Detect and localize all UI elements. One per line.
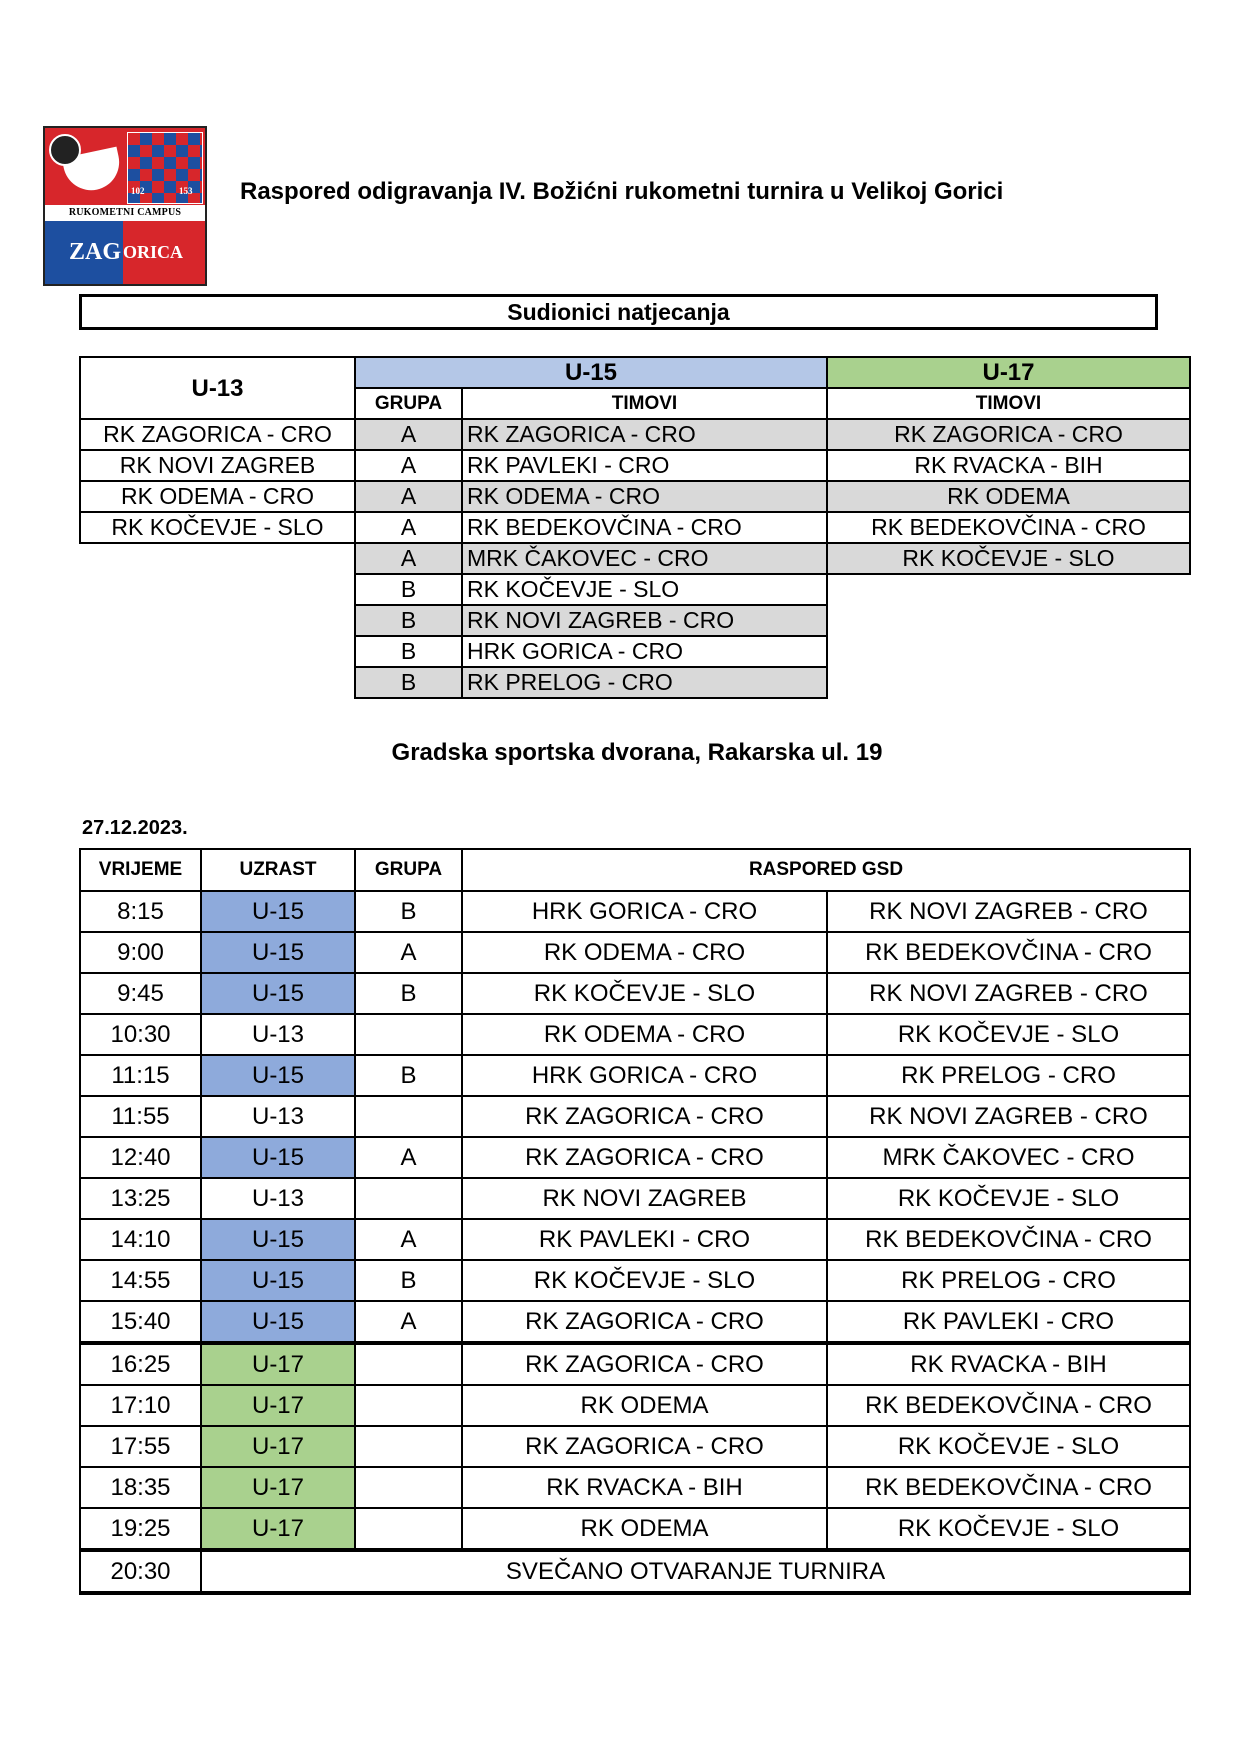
- match-home-team: RK ZAGORICA - CRO: [462, 1096, 827, 1137]
- schedule-row: [80, 1301, 1190, 1343]
- games-column-header: RASPORED GSD: [462, 849, 1190, 891]
- match-away-team: RK BEDEKOVČINA - CRO: [827, 1385, 1190, 1426]
- match-age-group: U-17: [201, 1508, 355, 1550]
- u15-team: MRK ČAKOVEC - CRO: [462, 543, 827, 574]
- match-home-team: RK ODEMA - CRO: [462, 932, 827, 973]
- empty-cell: [80, 605, 355, 636]
- match-time: 14:10: [80, 1219, 201, 1260]
- schedule-row: [80, 973, 1190, 1014]
- match-away-team: RK PRELOG - CRO: [827, 1055, 1190, 1096]
- match-group: B: [355, 1055, 462, 1096]
- empty-cell: [827, 574, 1190, 605]
- empty-cell: [80, 574, 355, 605]
- participants-row: [80, 450, 1190, 481]
- schedule-row: [80, 1178, 1190, 1219]
- u15-group: A: [355, 512, 462, 543]
- u15-group: B: [355, 636, 462, 667]
- match-age-group: U-15: [201, 1260, 355, 1301]
- u15-header: U-15: [355, 357, 827, 388]
- u15-group: B: [355, 574, 462, 605]
- match-group: B: [355, 891, 462, 932]
- match-home-team: HRK GORICA - CRO: [462, 1055, 827, 1096]
- match-age-group: U-15: [201, 1055, 355, 1096]
- match-time: 15:40: [80, 1301, 201, 1343]
- empty-cell: [827, 667, 1190, 698]
- u15-group: B: [355, 605, 462, 636]
- match-home-team: RK ZAGORICA - CRO: [462, 1301, 827, 1343]
- match-time: 8:15: [80, 891, 201, 932]
- match-group: A: [355, 1137, 462, 1178]
- match-away-team: MRK ČAKOVEC - CRO: [827, 1137, 1190, 1178]
- u15-team: HRK GORICA - CRO: [462, 636, 827, 667]
- age-column-header: UZRAST: [201, 849, 355, 891]
- match-group: [355, 1014, 462, 1055]
- u15-group-column-header: GRUPA: [355, 388, 462, 419]
- schedule-row: [80, 1137, 1190, 1178]
- match-group: [355, 1385, 462, 1426]
- venue-text: Gradska sportska dvorana, Rakarska ul. 19: [391, 739, 883, 766]
- club-logo: [43, 126, 207, 286]
- match-group: [355, 1426, 462, 1467]
- match-time: 16:25: [80, 1343, 201, 1385]
- u15-team: RK ZAGORICA - CRO: [462, 419, 827, 450]
- page-title: Raspored odigravanja IV. Božićni rukometni turnira u Velikoj Gorici: [240, 178, 1004, 205]
- schedule-row: [80, 1055, 1190, 1096]
- ceremony-text: SVEČANO OTVARANJE TURNIRA: [201, 1550, 1190, 1593]
- match-time: 9:00: [80, 932, 201, 973]
- match-time: 18:35: [80, 1467, 201, 1508]
- schedule-row: [80, 891, 1190, 932]
- match-age-group: U-13: [201, 1014, 355, 1055]
- participants-table: [79, 356, 1191, 699]
- match-group: [355, 1096, 462, 1137]
- participants-row: [80, 605, 1190, 636]
- match-group: [355, 1343, 462, 1385]
- participants-row: [80, 543, 1190, 574]
- match-age-group: U-15: [201, 891, 355, 932]
- match-age-group: U-15: [201, 932, 355, 973]
- match-away-team: RK KOČEVJE - SLO: [827, 1426, 1190, 1467]
- schedule-row: [80, 1260, 1190, 1301]
- empty-cell: [80, 636, 355, 667]
- match-home-team: RK NOVI ZAGREB: [462, 1178, 827, 1219]
- match-away-team: RK PAVLEKI - CRO: [827, 1301, 1190, 1343]
- match-time: 11:55: [80, 1096, 201, 1137]
- u15-group: A: [355, 543, 462, 574]
- match-group: A: [355, 932, 462, 973]
- match-age-group: U-15: [201, 1219, 355, 1260]
- match-home-team: RK ZAGORICA - CRO: [462, 1137, 827, 1178]
- match-home-team: RK ODEMA: [462, 1385, 827, 1426]
- participants-row: [80, 636, 1190, 667]
- match-group: [355, 1178, 462, 1219]
- u17-header: U-17: [827, 357, 1190, 388]
- match-time: 9:45: [80, 973, 201, 1014]
- match-time: 13:25: [80, 1178, 201, 1219]
- u15-group: A: [355, 481, 462, 512]
- match-group: A: [355, 1219, 462, 1260]
- u17-team: RK KOČEVJE - SLO: [827, 543, 1190, 574]
- match-away-team: RK BEDEKOVČINA - CRO: [827, 932, 1190, 973]
- u13-team: RK KOČEVJE - SLO: [80, 512, 355, 543]
- match-home-team: RK ZAGORICA - CRO: [462, 1343, 827, 1385]
- schedule-table: [79, 848, 1191, 1595]
- match-away-team: RK KOČEVJE - SLO: [827, 1178, 1190, 1219]
- match-age-group: U-15: [201, 1137, 355, 1178]
- u17-team: RK BEDEKOVČINA - CRO: [827, 512, 1190, 543]
- u17-team: RK ODEMA: [827, 481, 1190, 512]
- match-time: 17:10: [80, 1385, 201, 1426]
- participants-row: [80, 419, 1190, 450]
- match-away-team: RK RVACKA - BIH: [827, 1343, 1190, 1385]
- time-column-header: VRIJEME: [80, 849, 201, 891]
- logo-zag-text: ZAG: [45, 221, 123, 284]
- match-age-group: U-17: [201, 1385, 355, 1426]
- logo-number-right: 153: [179, 186, 193, 196]
- schedule-row: [80, 932, 1190, 973]
- ceremony-time: 20:30: [80, 1550, 201, 1593]
- participants-heading: Sudionici natjecanja: [79, 294, 1158, 330]
- match-home-team: RK ODEMA - CRO: [462, 1014, 827, 1055]
- match-away-team: RK KOČEVJE - SLO: [827, 1508, 1190, 1550]
- match-away-team: RK KOČEVJE - SLO: [827, 1014, 1190, 1055]
- u17-teams-column-header: TIMOVI: [827, 388, 1190, 419]
- u17-team: RK RVACKA - BIH: [827, 450, 1190, 481]
- match-age-group: U-17: [201, 1343, 355, 1385]
- match-home-team: RK PAVLEKI - CRO: [462, 1219, 827, 1260]
- match-time: 17:55: [80, 1426, 201, 1467]
- match-home-team: RK ODEMA: [462, 1508, 827, 1550]
- group-column-header: GRUPA: [355, 849, 462, 891]
- logo-gorica-text: ORICA: [123, 221, 205, 284]
- match-time: 10:30: [80, 1014, 201, 1055]
- opening-ceremony-row: [80, 1550, 1190, 1593]
- match-away-team: RK NOVI ZAGREB - CRO: [827, 891, 1190, 932]
- u15-team: RK PRELOG - CRO: [462, 667, 827, 698]
- participants-row: [80, 574, 1190, 605]
- empty-cell: [80, 667, 355, 698]
- u15-group: A: [355, 419, 462, 450]
- u15-team: RK KOČEVJE - SLO: [462, 574, 827, 605]
- empty-cell: [827, 636, 1190, 667]
- u17-team: RK ZAGORICA - CRO: [827, 419, 1190, 450]
- u13-team: RK ODEMA - CRO: [80, 481, 355, 512]
- u15-team: RK NOVI ZAGREB - CRO: [462, 605, 827, 636]
- match-age-group: U-13: [201, 1178, 355, 1219]
- match-away-team: RK PRELOG - CRO: [827, 1260, 1190, 1301]
- schedule-row: [80, 1467, 1190, 1508]
- match-group: A: [355, 1301, 462, 1343]
- match-age-group: U-17: [201, 1426, 355, 1467]
- u13-team: RK ZAGORICA - CRO: [80, 419, 355, 450]
- match-group: [355, 1508, 462, 1550]
- match-age-group: U-13: [201, 1096, 355, 1137]
- empty-cell: [827, 605, 1190, 636]
- schedule-date: 27.12.2023.: [82, 817, 188, 839]
- u15-team: RK ODEMA - CRO: [462, 481, 827, 512]
- logo-bottom: [45, 221, 205, 284]
- match-group: B: [355, 973, 462, 1014]
- u15-team: RK BEDEKOVČINA - CRO: [462, 512, 827, 543]
- logo-campus-text: RUKOMETNI CAMPUS: [45, 205, 205, 221]
- handball-icon: [49, 134, 81, 166]
- schedule-row: [80, 1385, 1190, 1426]
- match-time: 19:25: [80, 1508, 201, 1550]
- match-home-team: RK KOČEVJE - SLO: [462, 1260, 827, 1301]
- empty-cell: [80, 543, 355, 574]
- u13-header: U-13: [80, 357, 355, 419]
- schedule-row: [80, 1508, 1190, 1550]
- participants-row: [80, 481, 1190, 512]
- match-away-team: RK NOVI ZAGREB - CRO: [827, 973, 1190, 1014]
- schedule-row: [80, 1014, 1190, 1055]
- u13-team: RK NOVI ZAGREB: [80, 450, 355, 481]
- participants-row: [80, 512, 1190, 543]
- schedule-row: [80, 1219, 1190, 1260]
- match-away-team: RK NOVI ZAGREB - CRO: [827, 1096, 1190, 1137]
- u15-group: B: [355, 667, 462, 698]
- match-home-team: RK ZAGORICA - CRO: [462, 1426, 827, 1467]
- u15-group: A: [355, 450, 462, 481]
- match-home-team: HRK GORICA - CRO: [462, 891, 827, 932]
- match-home-team: RK RVACKA - BIH: [462, 1467, 827, 1508]
- match-group: [355, 1467, 462, 1508]
- match-home-team: RK KOČEVJE - SLO: [462, 973, 827, 1014]
- match-away-team: RK BEDEKOVČINA - CRO: [827, 1219, 1190, 1260]
- match-age-group: U-17: [201, 1467, 355, 1508]
- schedule-row: [80, 1343, 1190, 1385]
- match-group: B: [355, 1260, 462, 1301]
- match-time: 14:55: [80, 1260, 201, 1301]
- match-away-team: RK BEDEKOVČINA - CRO: [827, 1467, 1190, 1508]
- logo-number-left: 102: [131, 186, 145, 196]
- match-time: 11:15: [80, 1055, 201, 1096]
- match-time: 12:40: [80, 1137, 201, 1178]
- u15-team: RK PAVLEKI - CRO: [462, 450, 827, 481]
- match-age-group: U-15: [201, 973, 355, 1014]
- u15-teams-column-header: TIMOVI: [462, 388, 827, 419]
- schedule-row: [80, 1096, 1190, 1137]
- schedule-row: [80, 1426, 1190, 1467]
- match-age-group: U-15: [201, 1301, 355, 1343]
- participants-row: [80, 667, 1190, 698]
